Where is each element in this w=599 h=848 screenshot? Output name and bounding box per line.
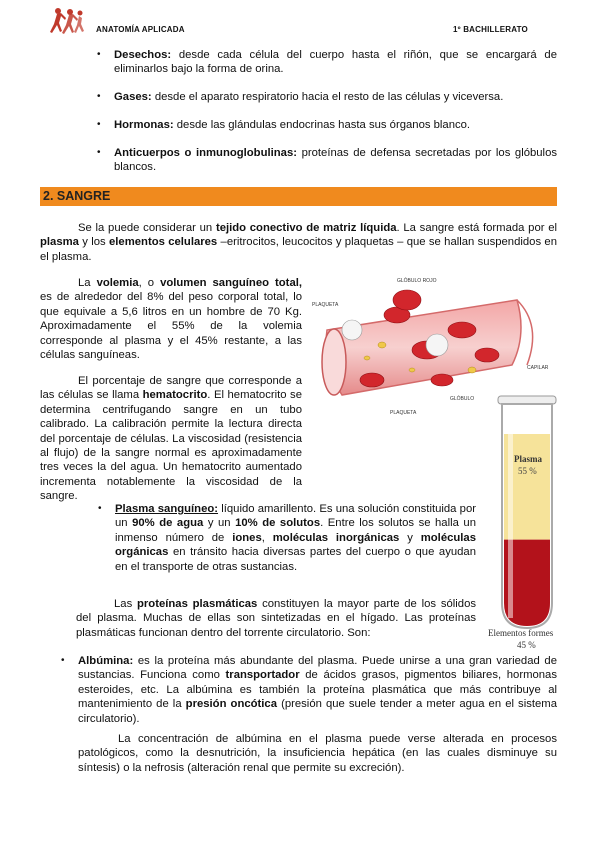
bullet-dot: • [97,49,101,60]
vessel-label-3: CAPILAR [527,365,549,371]
header-right: 1º BACHILLERATO [453,25,528,34]
bullet-anticuerpos: • Anticuerpos o inmunoglobulinas: proteínas de defensa secretadas por los glóbulos blancos. [97,147,557,174]
volemia-paragraph: La volemia, o volumen sanguíneo total, es de alrededor del 8% del peso corporal total, lo que equivale a 5,6 litros en un hombre de 70 Kg. Aproximadamente el 55% de la volemia corresponde al plasma y el 45% restante, a las células sanguíneas. [40,277,302,362]
albumina-bullet: • Albúmina: es la proteína más abundante del plasma. Puede unirse a una gran variedad de sustancias. Funciona como transportador de ácidos grasos, pigmentos biliares, hormonas esteroides, etc. La albúmina es también la proteína plasmática que más contribuye al mantenimiento de la presión oncótica (presión que suele tender a meter agua en el sistema circulatorio). [61,655,557,725]
bullet-hormonas: • Hormonas: desde las glándulas endocrinas hasta sus órganos blanco. [97,119,471,131]
vessel-label-2: PLAQUETA [312,302,339,308]
bullet-dot: • [97,91,101,102]
header-left: ANATOMÍA APLICADA [96,25,185,34]
runners-icon [48,6,86,40]
bullet-dot: • [98,503,102,514]
plasma-percent: 55 % [518,466,537,476]
vessel-label-5: PLAQUETA [390,410,417,416]
intro-paragraph: Se la puede considerar un tejido conectivo de matriz líquida. La sangre está formada por el plasma y los elementos celulares –eritrocitos, leucocitos y plaquetas – que se hallan suspendidos en el plasma. [40,222,557,263]
plasma-bullet: • Plasma sanguíneo: líquido amarillento. Es una solución constituida por un 90% de agua y un 10% de solutos. Entre los solutos se halla un inmenso número de iones, moléculas inorgánicas y moléculas orgánicas en tránsito hacia diversas partes del cuerpo o que ayudan en el transporte de otras sustancias. [98,503,476,573]
plasma-label: Plasma [514,454,542,464]
section-heading: 2. SANGRE [40,187,557,206]
vessel-label-4: GLÓBULO [450,396,475,402]
test-tube-figure [484,388,576,658]
vessel-label-1: GLÓBULO ROJO [397,278,437,284]
test-tube-drawing [484,388,576,658]
concentracion-paragraph: La concentración de albúmina en el plasma puede verse alterada en procesos patológicos, como la desnutrición, la insuficiencia hepática (en las cuales disminuye su síntesis) o la nefrosis (alteración renal que permite su excreción). [78,733,557,774]
bullet-dot: • [61,655,65,666]
elements-percent: 45 % [517,640,536,650]
elements-label: Elementos formes [488,628,554,638]
bullet-dot: • [97,119,101,130]
bullet-desechos: • Desechos: desde cada célula del cuerpo hasta el riñón, que se encargará de eliminarlos bajo la forma de orina. [97,49,557,76]
header-logo [48,6,86,40]
bullet-gases: • Gases: desde el aparato respiratorio hacia el resto de las células y viceversa. [97,91,504,103]
hematocrito-paragraph: El porcentaje de sangre que corresponde a las células se llama hematocrito. El hematocrito se determina centrifugando sangre en un tubo calibrado. La calibración permite la lectura directa del porcentaje de células. La viscosidad (resistencia al flujo) de la sangre normal es aproximadamente tres veces la del agua. Un hematocrito aumentado incrementa notablemente la viscosidad de la sangre. [40,375,302,503]
proteinas-paragraph: Las proteínas plasmáticas constituyen la mayor parte de los sólidos del plasma. Muchas de ellas son sintetizadas en el hígado. Las proteínas plasmáticas funcionan dentro del torrente circulatorio. Son: [76,598,477,639]
bullet-dot: • [97,147,101,158]
